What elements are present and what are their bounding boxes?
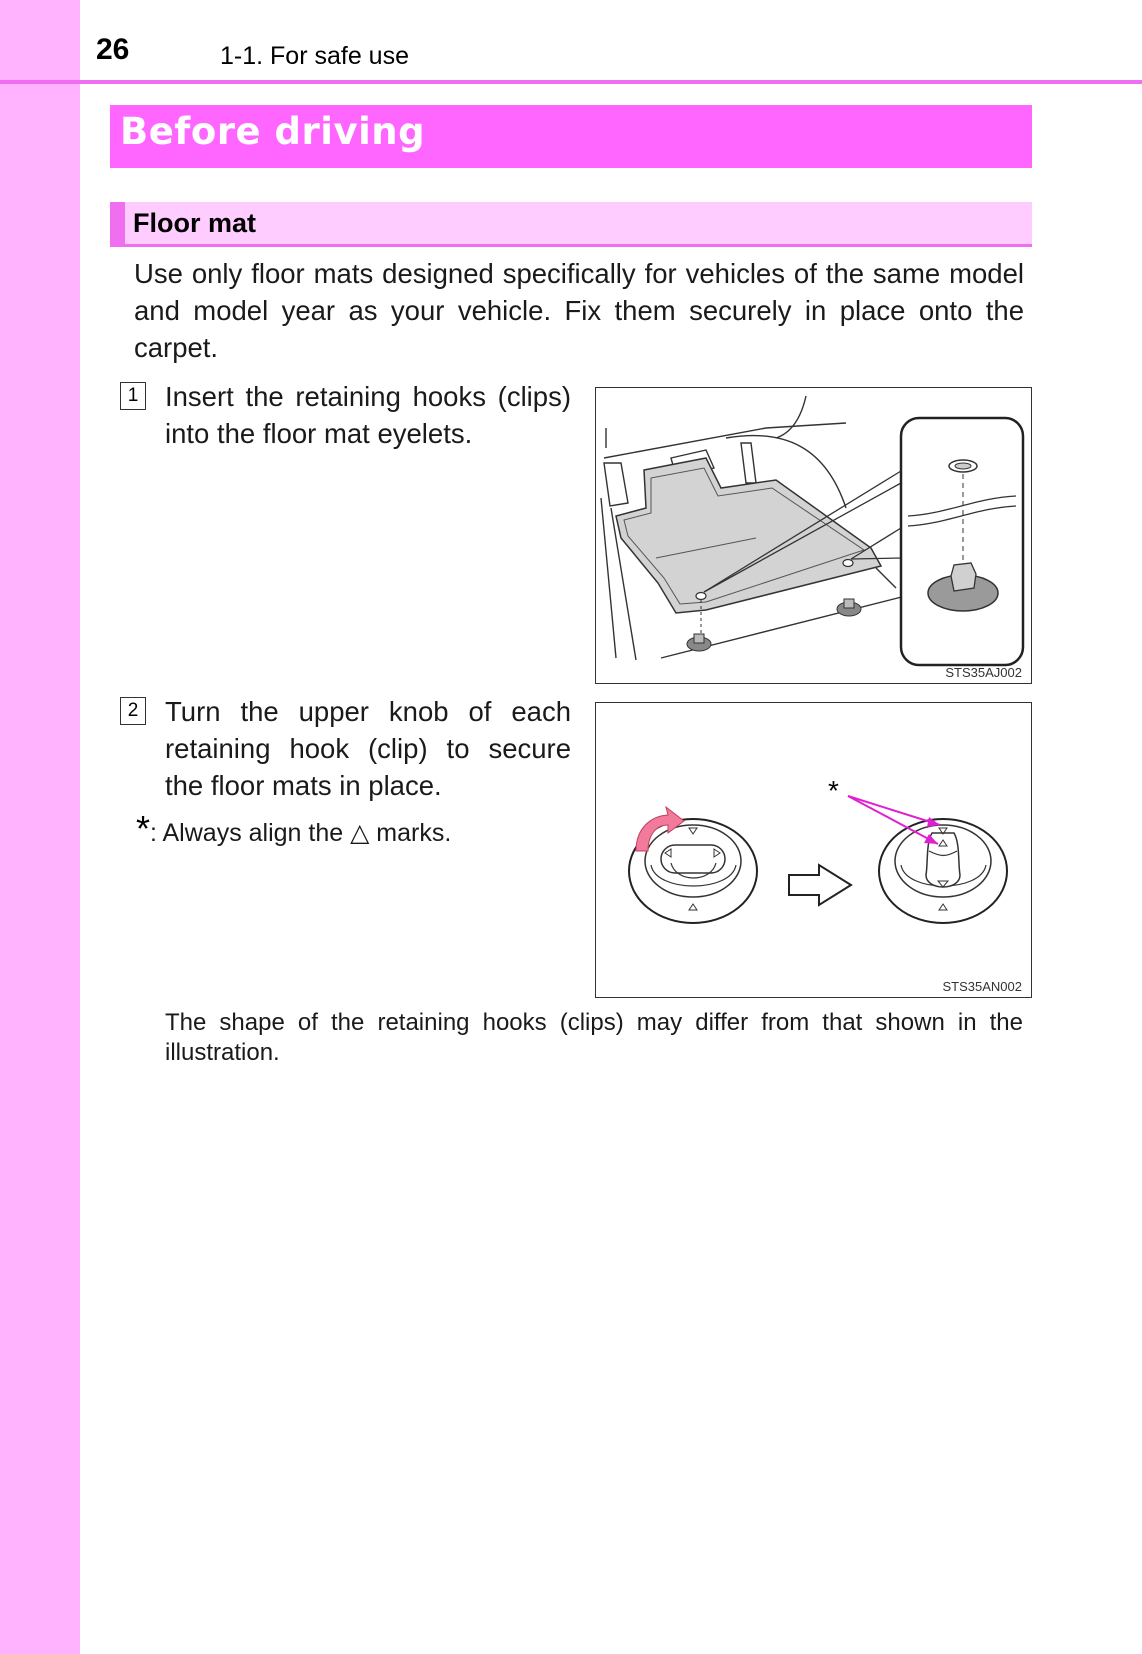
- intro-paragraph: Use only floor mats designed specifically for vehicles of the same model and model year as your vehicle. Fix them securely in place onto the carpet.: [134, 258, 1024, 363]
- figure-2-code: STS35AN002: [942, 979, 1022, 994]
- subheading: Floor mat: [133, 208, 257, 238]
- section-path: 1-1. For safe use: [220, 42, 409, 70]
- knob-turn-illustration: [595, 702, 1032, 998]
- footnote: The shape of the retaining hooks (clips) may differ from that shown in the illustration.: [165, 1009, 1023, 1066]
- floor-mat-hook-illustration: [595, 387, 1032, 684]
- page-number: 26: [96, 33, 130, 66]
- step-1-badge: 1: [120, 382, 146, 410]
- step-1-text: Insert the retaining hooks (clips) into the floor mat eyelets.: [165, 381, 571, 449]
- page-title: Before driving: [120, 110, 426, 153]
- knob-turn-drawing: [596, 703, 1031, 997]
- subheading-accent: [110, 202, 125, 247]
- note-text: : Always align the △ marks.: [150, 819, 452, 847]
- left-margin-bar: [0, 0, 80, 1654]
- header-rule: [0, 80, 1142, 84]
- step-2-text: Turn the upper knob of each retaining hook (clip) to secure the floor mats in place.: [165, 696, 571, 801]
- floor-mat-drawing: [596, 388, 1031, 683]
- callout-asterisk: *: [828, 775, 839, 806]
- figure-1-code: STS35AJ002: [945, 665, 1022, 680]
- note-marker: *: [136, 808, 151, 849]
- step-2-badge: 2: [120, 697, 146, 725]
